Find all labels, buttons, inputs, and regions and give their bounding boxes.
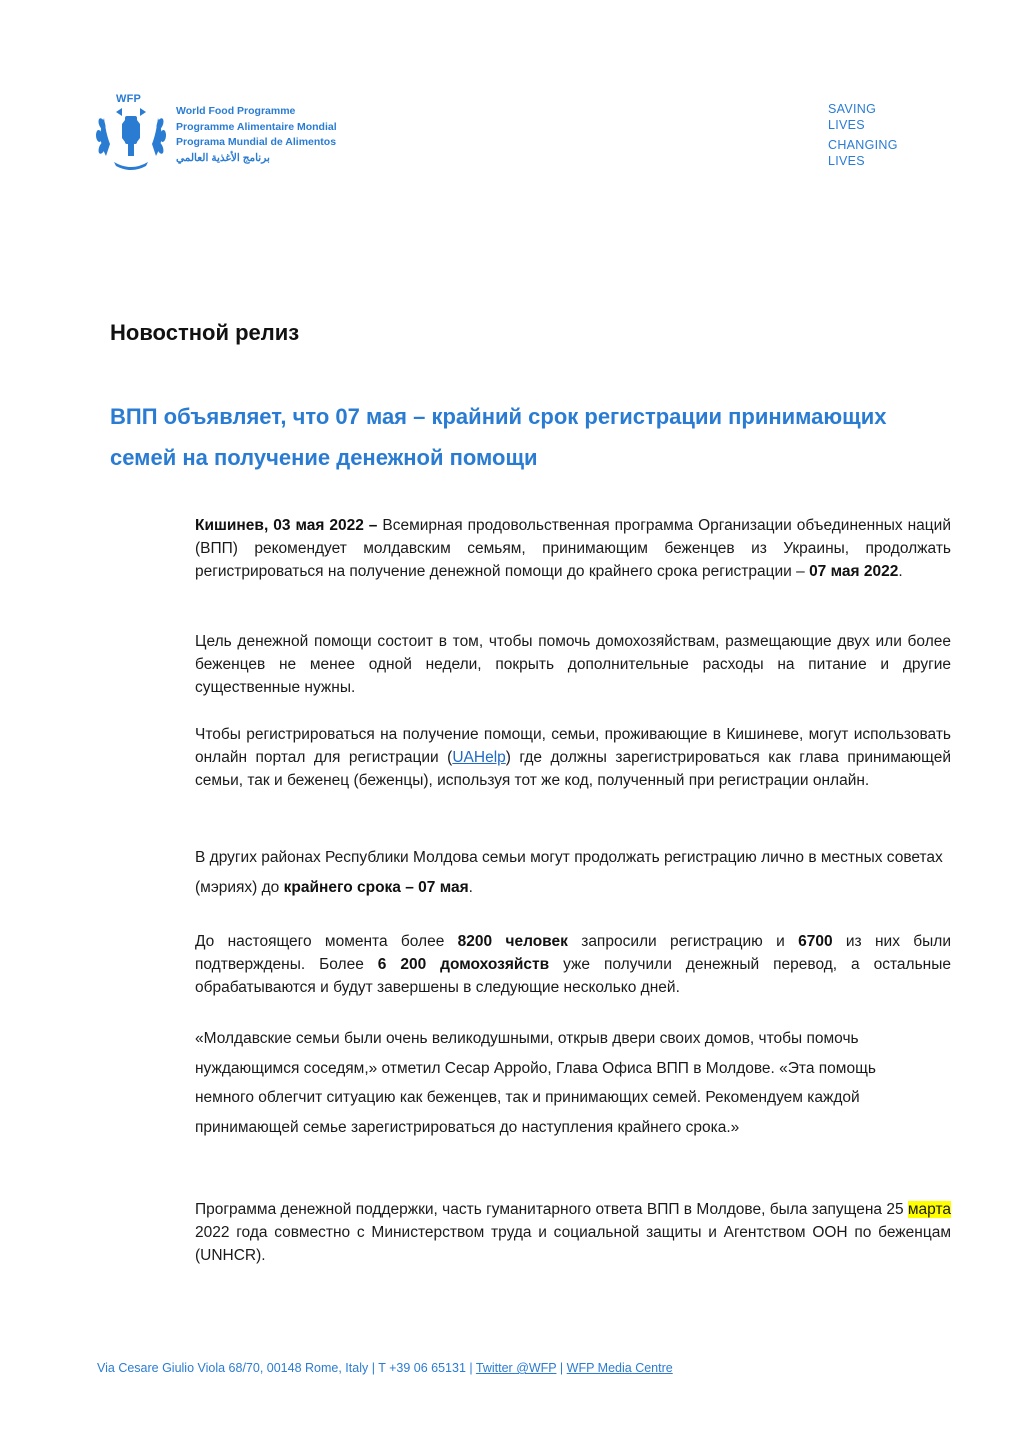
logo-name-ar: برنامج الأغذية العالمي	[176, 151, 270, 164]
wfp-logo	[92, 94, 382, 174]
footer-address: Via Cesare Giulio Viola 68/70, 00148 Rome, Italy	[97, 1361, 369, 1375]
headline: ВПП объявляет, что 07 мая – крайний срок регистрации принимающих семей на получение денежной помощи	[110, 404, 887, 470]
deadline-emphasis: крайнего срока – 07 мая	[283, 878, 469, 896]
deadline-date: 07 мая 2022	[809, 563, 899, 580]
wfp-emblem-icon	[92, 94, 170, 172]
paragraph-programme: Программа денежной поддержки, часть гуманитарного ответа ВПП в Молдове, была запущена 25 марта 2022 года совместно с Министерством труда и социальной защиты и Агентством ООН по беженцам (UNHCR).	[195, 1201, 951, 1264]
paragraph-statistics: До настоящего момента более 8200 человек запросили регистрацию и 6700 из них были подтверждены. Более 6 200 домохозяйств уже получили денежный перевод, а остальные обрабатываются и будут завершены в следующие несколько дней.	[195, 933, 951, 996]
tagline-line-2: LIVES	[828, 117, 865, 132]
logo-names	[176, 104, 337, 166]
paragraph-registration: Чтобы регистрироваться на получение помощи, семьи, проживающие в Кишиневе, могут использовать онлайн портал для регистрации (UAHelp) где должны зарегистрироваться как глава принимающей семьи, так и беженец (беженцы), используя тот же код, полученный при регистрации онлайн.	[195, 726, 951, 789]
tagline-line-1: SAVING	[828, 102, 877, 116]
dateline: Кишинев, 03 мая 2022 –	[195, 517, 378, 534]
logo-short-name: WFP	[116, 93, 142, 105]
logo-name-en: World Food Programme	[176, 105, 296, 117]
footer-phone: T +39 06 65131	[378, 1361, 466, 1375]
uahelp-link[interactable]: UAHelp	[452, 749, 506, 766]
paragraph-quote: «Молдавские семьи были очень великодушными, открыв двери своих домов, чтобы помочь нуждающимся соседям,» отметил Сесар Арройо, Глава Офиса ВПП в Молдове. «Эта помощь немного облегчит ситуацию как беженцев, так и принимающих семей. Рекомендуем каждой принимающей семье зарегистрироваться до наступления крайнего срока.»	[195, 1030, 876, 1136]
logo-name-fr: Programme Alimentaire Mondial	[176, 120, 337, 133]
logo-name-es: Programa Mundial de Alimentos	[176, 136, 337, 148]
footer: Via Cesare Giulio Viola 68/70, 00148 Rome, Italy | T +39 06 65131 | Twitter @WFP | WFP Media Centre	[97, 1361, 673, 1375]
tagline-line-4: LIVES	[828, 153, 865, 168]
tagline-line-3: CHANGING	[828, 138, 898, 152]
paragraph-intro: Кишинев, 03 мая 2022 – Всемирная продовольственная программа Организации объединенных наций (ВПП) рекомендует молдавским семьям, принимающим беженцев из Украины, продолжать регистрироваться на получение денежной помощи до крайнего срока регистрации – 07 мая 2022.	[195, 517, 951, 580]
media-centre-link[interactable]: WFP Media Centre	[566, 1361, 673, 1375]
paragraph-districts: В других районах Республики Молдова семьи могут продолжать регистрацию лично в местных советах (мэриях) до крайнего срока – 07 мая.	[195, 849, 943, 896]
highlighted-word: марта	[907, 1201, 951, 1218]
tagline	[828, 102, 898, 169]
release-label: Новостной релиз	[110, 320, 300, 345]
twitter-link[interactable]: Twitter @WFP	[475, 1361, 557, 1375]
paragraph-purpose: Цель денежной помощи состоит в том, чтобы помочь домохозяйствам, размещающие двух или более беженцев не менее одной недели, покрыть дополнительные расходы на питание и другие существенные нужны.	[195, 633, 951, 696]
